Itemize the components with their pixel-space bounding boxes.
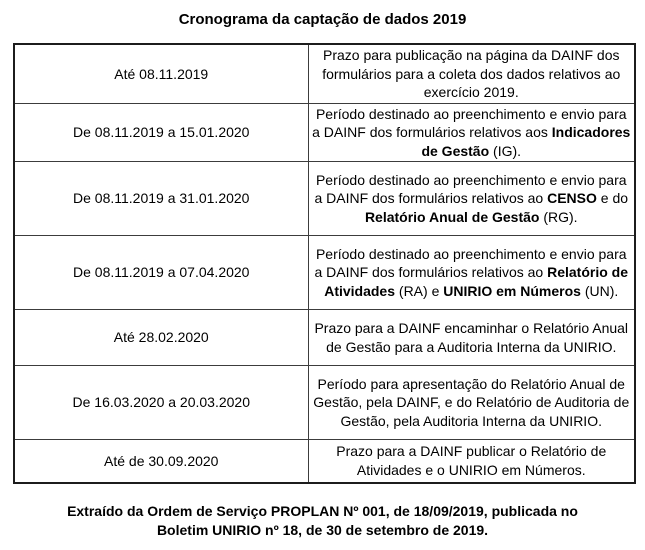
source-note: Extraído da Ordem de Serviço PROPLAN Nº 001, de 18/09/2019, publicada no Boletim UNIRIO nº 18, de 30 de setembro de 2019. [67,502,578,538]
period-cell: Até 28.02.2020 [14,310,308,366]
description-cell [308,44,635,103]
period-cell: Até de 30.09.2020 [14,440,308,483]
description-segment: (UN). [580,282,619,299]
description-segment: Período destinado ao preenchimento e envio para a DAINF dos formulários relativos aos [312,105,627,140]
description-cell [308,162,635,236]
schedule-table [13,43,636,484]
description-segment: Período destinado ao preenchimento e envio para a DAINF dos formulários relativos ao [314,245,627,281]
period-cell: De 08.11.2019 a 07.04.2020 [14,236,308,310]
period-cell: Até 08.11.2019 [14,44,308,103]
description-bold-segment: CENSO [547,190,597,207]
description-segment: Prazo para a DAINF publicar o Relatório de Atividades e o UNIRIO em Números. [336,443,607,478]
description-segment: (RA) e [395,282,444,299]
description-bold-segment: Indicadores de Gestão [421,124,631,159]
description-cell [308,103,635,162]
table-row [14,366,635,440]
table-row [14,162,635,236]
description-cell [308,366,635,440]
table-row [14,440,635,483]
table-row [14,44,635,103]
description-cell [308,440,635,483]
table-row [14,310,635,366]
description-segment: (RG). [539,208,578,225]
description-bold-segment: UNIRIO em Números [443,282,581,299]
period-cell: De 08.11.2019 a 15.01.2020 [14,103,308,162]
description-cell [308,236,635,310]
description-bold-segment: Relatório de Atividades [324,264,629,299]
schedule-table-body [14,44,635,483]
description-segment: Prazo para publicação na página da DAINF dos formulários para a coleta dos dados relativos ao exercício 2019. [322,47,621,100]
description-bold-segment: Relatório Anual de Gestão [364,208,540,225]
description-segment: Prazo para a DAINF encaminhar o Relatório Anual de Gestão para a Auditoria Interna da UNIRIO. [314,320,629,355]
document-page [0,11,645,550]
description-cell [308,310,635,366]
period-cell: De 16.03.2020 a 20.03.2020 [14,366,308,440]
page-title: Cronograma da captação de dados 2019 [178,11,467,28]
description-segment: e do [596,190,629,207]
period-cell: De 08.11.2019 a 31.01.2020 [14,162,308,236]
description-segment: (IG). [489,142,522,159]
description-segment: Período destinado ao preenchimento e envio para a DAINF dos formulários relativos ao [314,171,627,207]
table-row [14,103,635,162]
table-row [14,236,635,310]
description-segment: Período para apresentação do Relatório Anual de Gestão, pela DAINF, e do Relatório de Auditoria de Gestão, pela Auditoria Interna da UNIRIO. [313,375,630,429]
